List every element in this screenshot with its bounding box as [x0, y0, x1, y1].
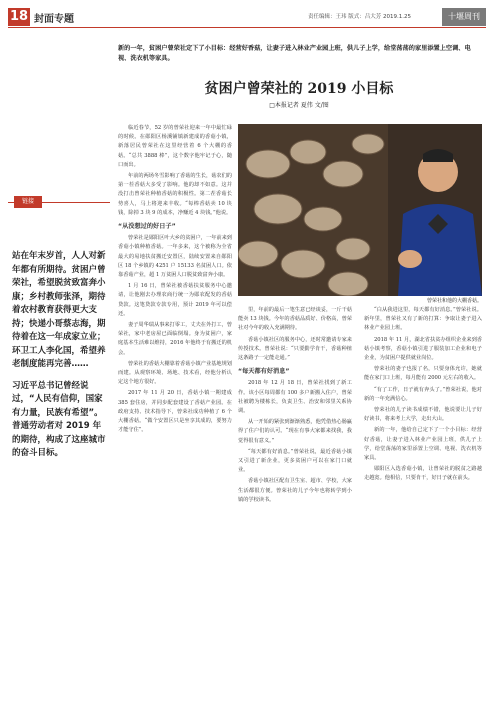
paragraph: 1 月 16 日，曾荣社被香菇扶贫服务中心邀请，让他刚去办理农商行统一为郧农配发的香菇贷款。这笔贷款专款专用，预计 2019 年可以偿还。 — [118, 283, 232, 317]
publication-brand: 十堰周刊 — [442, 8, 486, 26]
article-column-2 — [238, 306, 352, 696]
paragraph: 曾荣社的儿子读书成绩不错，他说要让儿子好好读书，将来考上大学，走出大山。 — [364, 407, 482, 423]
paragraph: 妻子周华瑞从事来打零工，丈夫在外打工，曾荣社，家中老房屋已面临倒塌。身为贫困户，家庭基本生活难以维持，2016 年他终于有搬迁的机会。 — [118, 322, 232, 356]
page-header — [8, 8, 486, 26]
paragraph: 2018 年 12 月 18 日，曾荣社找到了新工作。该小区每周都有 100 多户新搬入住户，曾荣社被聘为楼栋长，负责卫生、治安和邻里关系协调。 — [238, 380, 352, 415]
photo-caption: 曾荣社和他的大棚香菇。 — [426, 298, 482, 304]
paragraph: 曾荣社的妻子也报了名，只要身体允许，她就能在家门口上班，每月能有 2000 元左右的收入。 — [364, 366, 482, 382]
article-photo — [238, 124, 482, 296]
byline: □本报记者 夏伟 文/图 — [269, 102, 329, 109]
paragraph: 曾荣社是郧阳区叶大乡的贫困户，一年前来到香菇小镇种植香菇。一年多来，这个被称为全省最大的易地扶贫搬迁安置区，陆续安置来自郧阳区 18 个乡镇的 4251 户 15133 名贫困人口。依靠香菇产业，超 1 万贫困人口脱贫致富奔小康。 — [118, 235, 232, 279]
subheading: “从没想过的好日子” — [118, 223, 176, 231]
sidebar-quote — [12, 250, 108, 469]
link-badge: 链接 — [14, 196, 42, 208]
paragraph: 2017 年 11 月 20 日，香菇小镇一期建成 385 套住房，并同步配套建设了香菇产业园。在政府支持、技术指导下，曾荣社成功种植了 6 个大棚香菇。“做个安置区只是坐享其成的，要努力才能守住”。 — [118, 390, 232, 434]
paragraph: “有了工作，日子就有奔头了。”曾荣社说，他对新的一年充满信心。 — [364, 386, 482, 402]
subheading: “每天都有好消息” — [238, 368, 290, 376]
article-title: 贫困户曾荣社的 2019 小目标 — [204, 81, 394, 97]
paragraph: “每天都有好消息。”曾荣社说，最近香菇小镇又引进了新企业，更多贫困户可以在家门口就业。 — [238, 448, 352, 474]
paragraph: 香菇小镇社区配有卫生室、超市、学校，大家生活都很方便。曾荣社的儿子今年也将转学到小镇的学校读书。 — [238, 478, 352, 503]
header-rule — [8, 27, 486, 28]
paragraph: 2018 年 11 月，湖北省扶贫办组织企业来到香菇小镇考察，香菇小镇引进了服装加工企业和电子企业，为贫困户提供就业岗位。 — [364, 336, 482, 362]
lead-paragraph: 新的一年，贫困户曾荣社定下了小目标：经营好香菇，让妻子进入林业产业园上班，供儿子上学，给堂荡荡的家里添置上空调、电视、洗衣机等家具。 — [118, 45, 471, 62]
article-column-1 — [118, 124, 232, 696]
page-number: 18 — [9, 9, 29, 24]
article-column-3 — [364, 306, 482, 696]
paragraph: 临近春节，52 岁的曾荣社迎来一年中最忙碌的时候。在郧阳区杨溪铺镇新建成的香菇小镇，新落居民曾荣社在这里经营着 6 个大棚的香菇。“总共 3888 棒”，这个数字他牢记于心，随口而出。 — [118, 125, 232, 168]
paragraph: 香菇小镇社区的服务中心，还时常邀请专家来传授技术。曾荣社说：“只要勤学肯干，香菇种植这条路子一定能走通。” — [238, 336, 352, 362]
paragraph: 里，年前的最后一笔生意已经谈妥，一斤干菇能卖 13 块钱。今年的香菇品质好、价格高，曾荣社对今年的收入充满期待。 — [238, 307, 352, 332]
section-title: 封面专题 — [34, 14, 74, 25]
paragraph: “白从我进这里，每天都有好消息。”曾荣社说。新年里，曾荣社又有了新的打算：争取让妻子进入林业产业园上班。 — [364, 307, 482, 332]
paragraph: 郧阳区入选香菇小镇，让曾荣社的脱贫之路越走越宽。他相信，只要肯干，好日子就在前头。 — [364, 466, 482, 482]
paragraph: 从一开始的紧张到渐渐熟悉，他凭借热心肠赢得了住户们的认可。“现在有事大家都来找我，我觉得很有意义。” — [238, 419, 352, 444]
editor-meta: 责任编辑：王玮 版式：吕大芳 2019.1.25 — [308, 14, 411, 20]
sidebar-quote-1: 站在年末岁首，人人对新年都有所期待。贫困户曾荣社，希望脱贫致富奔小康；乡村教师张泽，期待着农村教育获得更大支持；快递小哥蔡志海，期待着在这一年成家立业；环卫工人李化国，希望养老制度能再完善…… — [12, 251, 106, 369]
paragraph: 新的一年，他给自己定下了一个小目标：经营好香菇，让妻子进入林业产业园上班，供儿子上学，给堂荡荡的家里添置上空调、电视、洗衣机等家具。 — [364, 427, 482, 462]
mushroom-farmer-photo — [238, 124, 482, 296]
sidebar-quote-2: 习近平总书记曾经说过，“人民有信仰，国家有力量，民族有希望”。普通劳动者对 2019 年的期待，构成了这座城市的奋斗目标。 — [12, 380, 106, 458]
paragraph: 年前的两场冬雪影响了香菇的生长，菇农们的第一茬香菇大多受了影响。他的却不如意。这并没打击曾荣社种植香菇的积极性。第二茬香菇长势喜人，马上将迎来丰收。“每棒香菇卖 10 块钱，除掉 3 块 9 的成本，净赚近 4 块钱。”他说。 — [118, 173, 232, 216]
paragraph: 曾荣社的香菇大棚靠着香菇小镇产业基地规划而建。从观察环境、场地、技术看，经他分析认定这个地方很好。 — [118, 360, 232, 386]
